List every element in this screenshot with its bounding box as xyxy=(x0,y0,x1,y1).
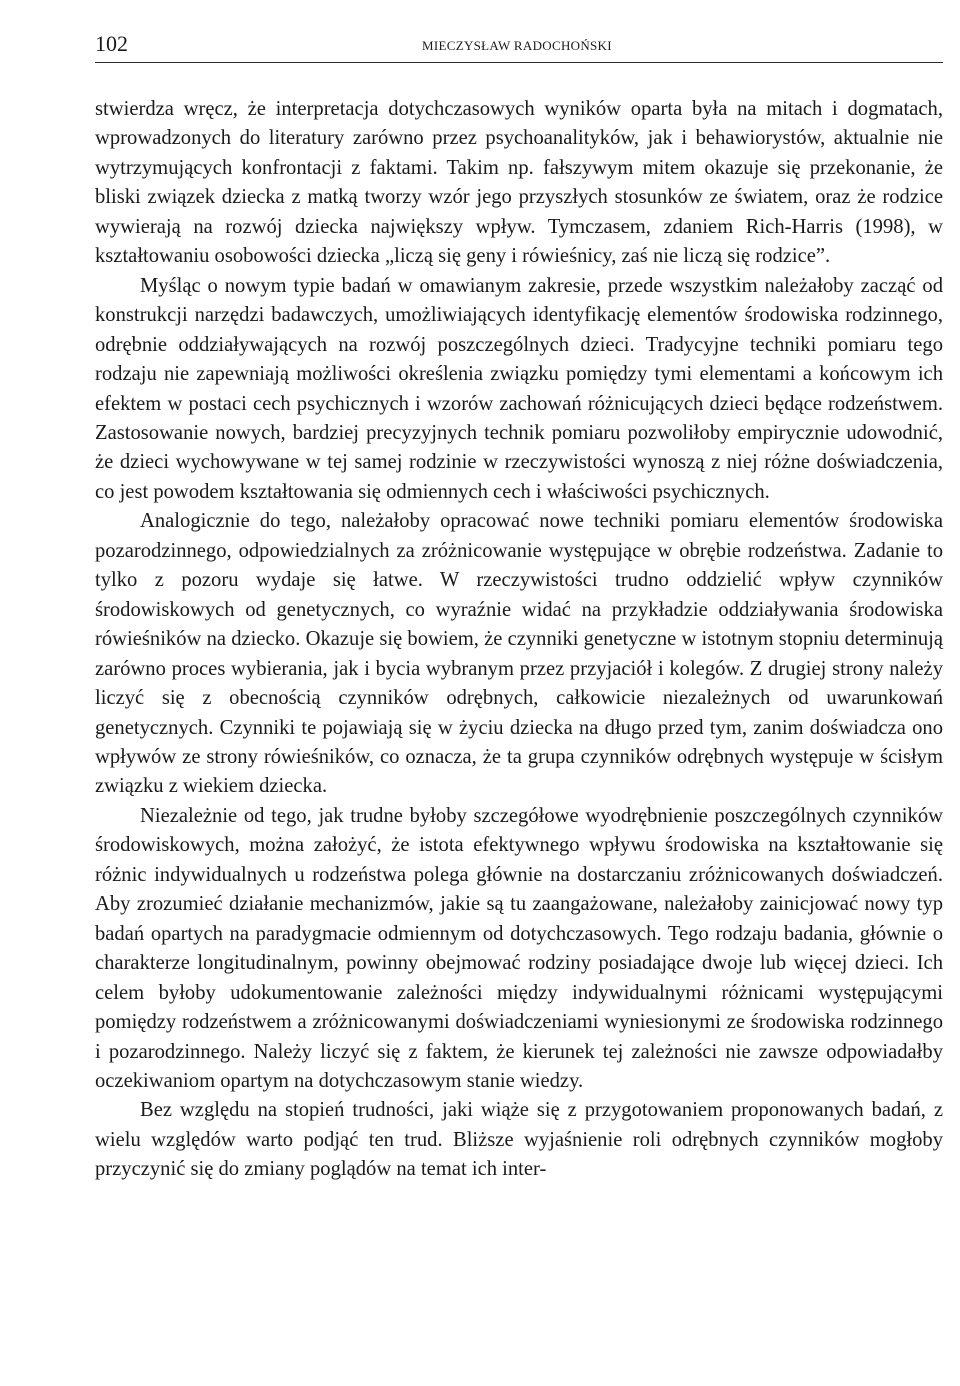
paragraph: Bez względu na stopień trudności, jaki wiąże się z przygotowaniem proponowanych badań, z wielu względów warto podjąć ten trud. Bliższe wyjaśnienie roli odrębnych czynników mogłoby przyczynić się do zmiany poglądów na temat ich inter- xyxy=(95,1099,943,1181)
page-number: 102 xyxy=(95,31,128,56)
page-header xyxy=(95,30,943,63)
paragraph: Myśląc o nowym typie badań w omawianym zakresie, przede wszystkim należałoby zacząć od konstrukcji narzędzi badawczych, umożliwiających identyfikację elementów środowiska rodzinnego, odrębnie oddziaływających na rozwój poszczególnych dzieci. Tradycyjne techniki pomiaru tego rodzaju nie zapewniają możliwości określenia związku pomiędzy tymi elementami a końcowym ich efektem w postaci cech psychicznych i wzorów zachowań różnicujących dzieci będące rodzeństwem. Zastosowanie nowych, bardziej precyzyjnych technik pomiaru pozwoliłoby empirycznie udowodnić, że dzieci wychowywane w tej samej rodzinie w rzeczywistości wynoszą z niej różne doświadczenia, co jest powodem kształtowania się odmiennych cech i właściwości psychicznych. xyxy=(95,274,943,503)
paragraph: Analogicznie do tego, należałoby opracować nowe techniki pomiaru elementów środowiska pozarodzinnego, odpowiedzialnych za zróżnicowanie występujące w obrębie rodzeństwa. Zadanie to tylko z pozoru wydaje się łatwe. W rzeczywistości trudno oddzielić wpływ czynników środowiskowych od genetycznych, co wyraźnie widać na przykładzie oddziaływania środowiska rówieśników na dziecko. Okazuje się bowiem, że czynniki genetyczne w istotnym stopniu determinują zarówno proces wybierania, jak i bycia wybranym przez przyjaciół i kolegów. Z drugiej strony należy liczyć się z obecnością czynników odrębnych, całkowicie niezależnych od uwarunkowań genetycznych. Czynniki te pojawiają się w życiu dziecka na długo przed tym, zanim doświadcza ono wpływów ze strony rówieśników, co oznacza, że ta grupa czynników odrębnych występuje w ścisłym związku z wiekiem dziecka. xyxy=(95,510,943,798)
body-text xyxy=(95,95,943,1185)
paragraph: stwierdza wręcz, że interpretacja dotychczasowych wyników oparta była na mitach i dogmatach, wprowadzonych do literatury zarówno przez psychoanalityków, jak i behawiorystów, aktualnie nie wytrzymujących konfrontacji z faktami. Takim np. fałszywym mitem okazuje się przekonanie, że bliski związek dziecka z matką tworzy wzór jego przyszłych stosunków ze światem, oraz że rodzice wywierają na rozwój dziecka największy wpływ. Tymczasem, zdaniem Rich-Harris (1998), w kształtowaniu osobowości dziecka „liczą się geny i rówieśnicy, zaś nie liczą się rodzice”. xyxy=(95,98,943,268)
paragraph: Niezależnie od tego, jak trudne byłoby szczegółowe wyodrębnienie poszczególnych czynników środowiskowych, można założyć, że istota efektywnego wpływu środowiska na kształtowanie się różnic indywidualnych u rodzeństwa polega głównie na dostarczaniu zróżnicowanych doświadczeń. Aby zrozumieć działanie mechanizmów, jakie są tu zaangażowane, należałoby zainicjować nowy typ badań opartych na paradygmacie odmiennym od dotychczasowych. Tego rodzaju badania, głównie o charakterze longitudinalnym, powinny obejmować rodziny posiadające dwoje lub więcej dzieci. Ich celem byłoby udokumentowanie zależności między indywidualnymi różnicami występującymi pomiędzy rodzeństwem a zróżnicowanymi doświadczeniami wyniesionymi ze środowiska rodzinnego i pozarodzinnego. Należy liczyć się z faktem, że kierunek tej zależności nie zawsze odpowiadałby oczekiwaniom opartym na dotychczasowym stanie wiedzy. xyxy=(95,804,943,1092)
running-head: MIECZYSŁAW RADOCHOŃSKI xyxy=(422,38,612,53)
